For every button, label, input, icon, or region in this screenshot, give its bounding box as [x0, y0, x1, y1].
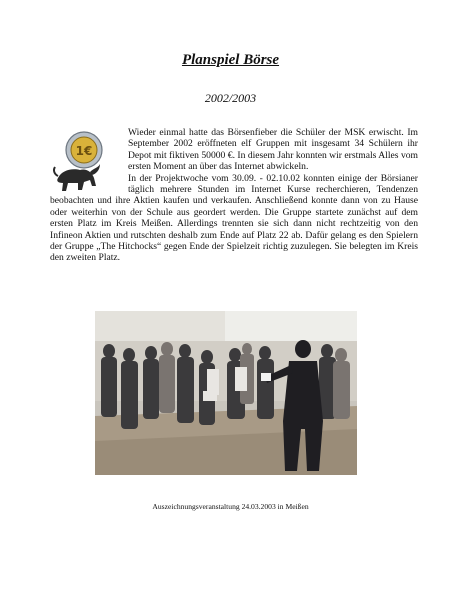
- award-ceremony-photo: [95, 311, 357, 475]
- paragraph-project-week: In der Projektwoche vom 30.09. - 02.10.02 konnten einige der Börsianer täglich mehrere Stunden im Internet Kurse recherchieren, Tendenzen beobachten und ihre Aktien kaufen und verkaufen. Anschließend konnte dann von zu Hause oder weiterhin von der Schule aus geordert werden. Die Gruppe startete zunächst auf dem ersten Platz im Kreis Meißen. Allerdings trennten sie sich dann nicht rechtzeitig von den Infineon Aktien und rutschten deshalb zum Ende auf Platz 22 ab. Dafür gelang es den Spielern der Gruppe „The Hitchocks“ gegen Ende der Spielzeit richtig zuzulegen. Sie belegten im Kreis den zweiten Platz.: [50, 172, 418, 264]
- page-title: Planspiel Börse: [181, 52, 280, 68]
- page-subtitle: 2002/2003: [204, 91, 257, 105]
- paragraph-intro: Wieder einmal hatte das Börsenfieber die Schüler der MSK erwischt. Im September 2002 eröffneten elf Gruppen mit insgesamt 34 Schülern ihr Depot mit fiktiven 50000 €. In diesem Jahr konnten wir erstmals Alles vom ersten Moment an über das Internet abwickeln.: [128, 127, 418, 173]
- article-body: [50, 127, 418, 264]
- photo-caption: Auszeichnungsveranstaltung 24.03.2003 in Meißen: [152, 502, 309, 511]
- svg-text:1€: 1€: [75, 144, 93, 158]
